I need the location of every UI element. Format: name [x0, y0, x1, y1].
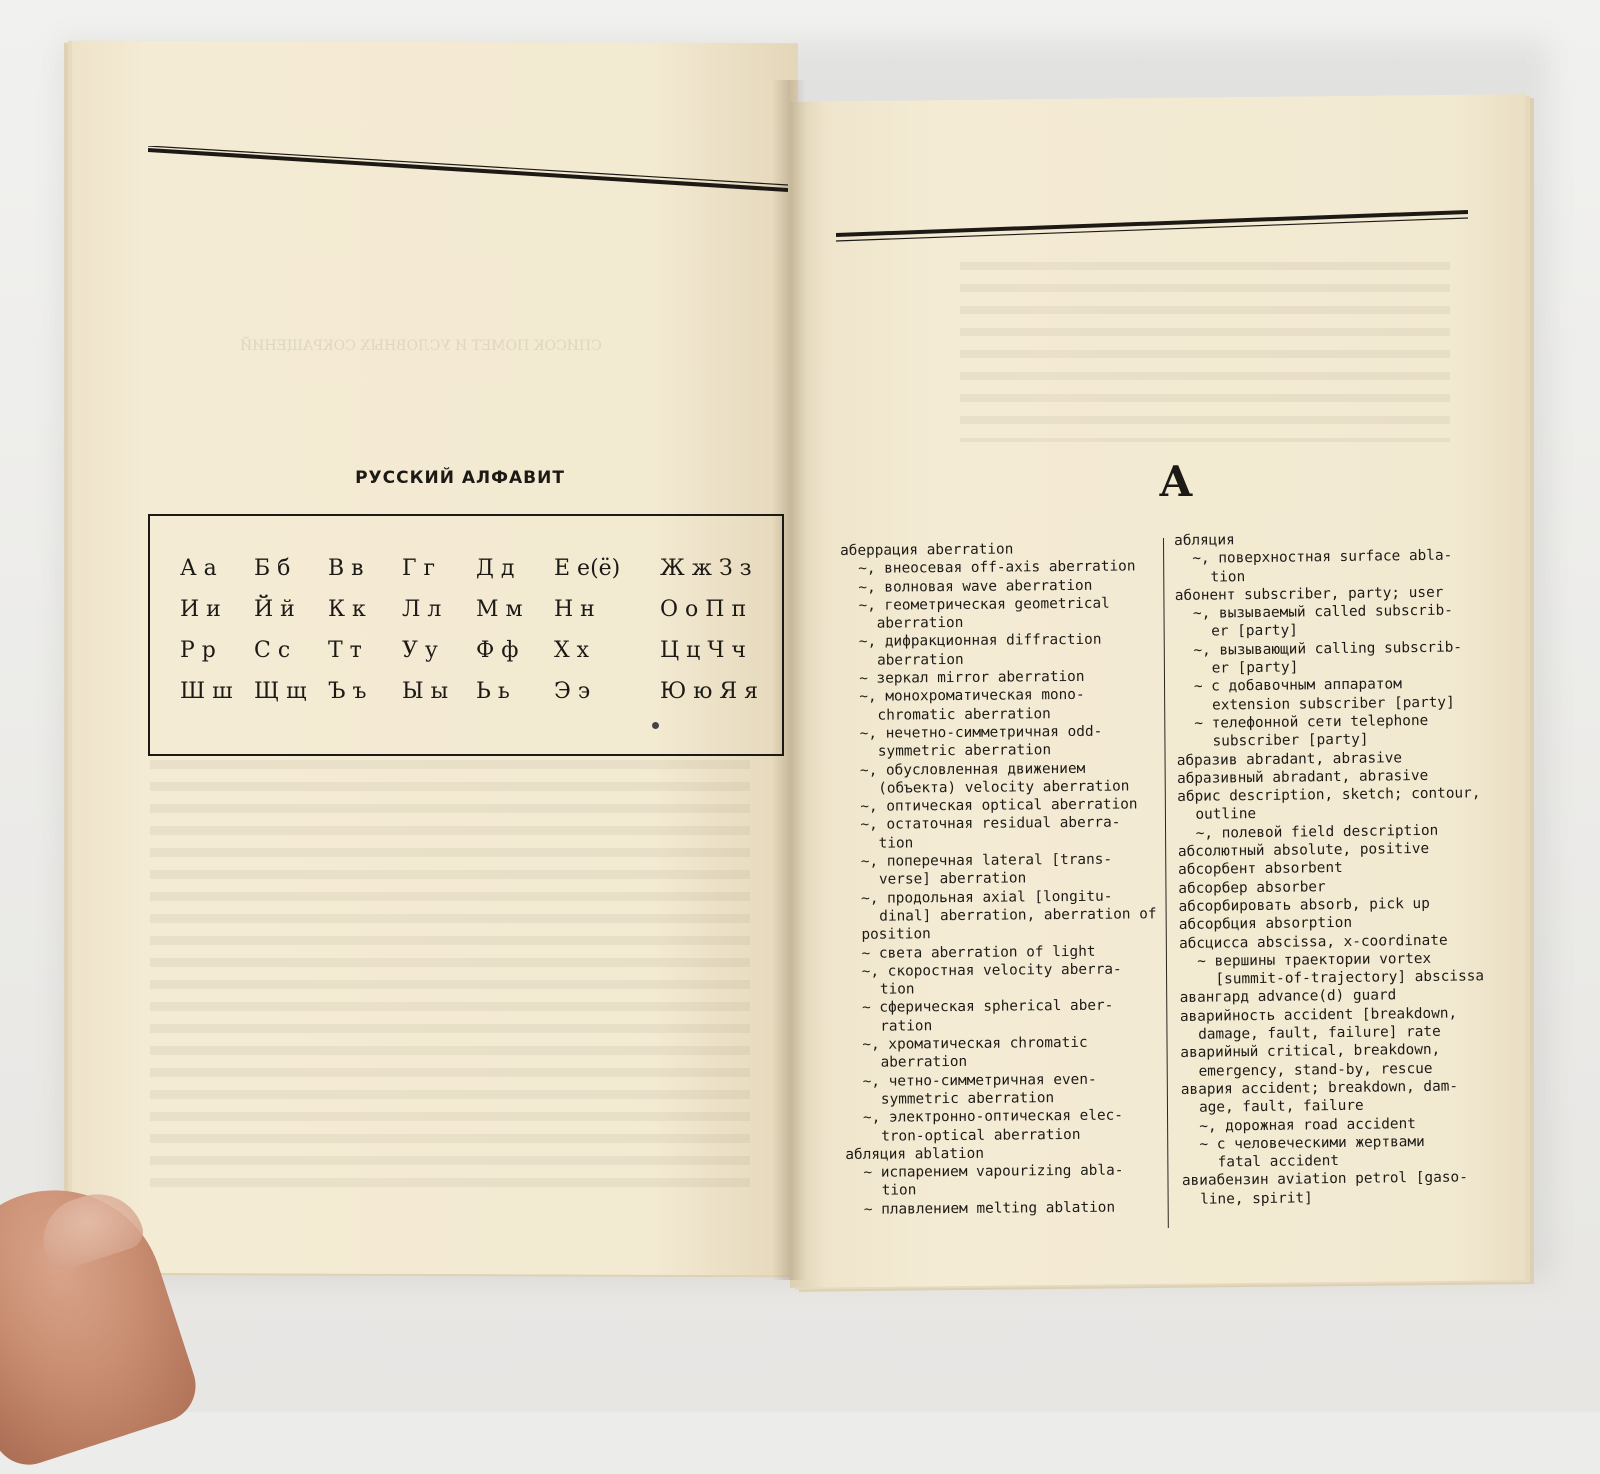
dictionary-line: ~, внеосевая off-axis aberration	[858, 558, 1136, 578]
dictionary-line: ~ испарением vapourizing abla-	[863, 1162, 1124, 1181]
dictionary-line: аварийный critical, breakdown,	[1180, 1042, 1441, 1062]
dictionary-line: ~, остаточная residual aberra-	[860, 815, 1121, 834]
dictionary-line: ~, дорожная road accident	[1199, 1115, 1416, 1135]
dictionary-line: ~ вершины траектории vortex	[1197, 950, 1432, 970]
alphabet-cell: Х х	[554, 638, 590, 663]
dictionary-line: ~ с человеческими жертвами	[1199, 1133, 1425, 1153]
alphabet-cell: М м	[476, 597, 523, 622]
dictionary-line: aberration	[880, 1054, 968, 1071]
alphabet-cell: Р р	[180, 638, 216, 663]
alphabet-cell: Ь ь	[476, 679, 510, 704]
alphabet-cell: Н н	[554, 597, 595, 622]
dictionary-line: ~, вызываемый called subscrib-	[1192, 602, 1454, 622]
dictionary-line: outline	[1195, 806, 1257, 824]
alphabet-cell: С с	[254, 638, 291, 663]
dictionary-line: ~ света aberration of light	[861, 943, 1096, 962]
dictionary-line: chromatic aberration	[877, 705, 1051, 724]
dictionary-line: emergency, stand-by, rescue	[1198, 1060, 1433, 1080]
dictionary-line: position	[861, 926, 931, 944]
dictionary-line: абразивный abradant, abrasive	[1176, 767, 1429, 787]
dictionary-line: extension subscriber [party]	[1212, 694, 1455, 714]
dictionary-line: (объекта) velocity aberration	[878, 778, 1130, 797]
dictionary-line: ~, полевой field description	[1195, 822, 1439, 842]
dictionary-line: ~, оптическая optical aberration	[860, 796, 1138, 815]
dictionary-line: абляция	[1174, 532, 1235, 549]
dictionary-line: ~ сферическая spherical aber-	[861, 998, 1114, 1017]
bleed-through-lines-right	[960, 262, 1450, 442]
dictionary-line: абрис description, sketch; contour,	[1177, 785, 1481, 806]
dictionary-line: ~, обусловленная движением	[859, 760, 1086, 779]
dictionary-line: tion	[1210, 568, 1246, 586]
dictionary-line: ~, нечетно-симметричная odd-	[859, 723, 1103, 742]
bleed-through-text-left: СПИСОК ПОМЕТ И УСЛОВНЫХ СОКРАЩЕНИЙ	[240, 338, 602, 354]
dictionary-line: ~, четно-симметричная even-	[862, 1071, 1097, 1090]
dictionary-line: ~, волновая wave aberration	[858, 577, 1093, 596]
dictionary-line: symmetric aberration	[880, 1090, 1055, 1108]
dictionary-line: абсцисса abscissa, x-coordinate	[1178, 932, 1448, 952]
section-letter: А	[1158, 457, 1194, 506]
dictionary-line: аберрация aberration	[840, 541, 1014, 559]
dictionary-line: subscriber [party]	[1212, 731, 1369, 750]
bleed-through-lines-left	[150, 760, 750, 1200]
dictionary-line: verse] aberration	[878, 870, 1027, 889]
alphabet-cell: А а	[180, 556, 217, 581]
alphabet-cell: Ю ю Я я	[660, 679, 759, 704]
alphabet-cell: Д д	[476, 556, 515, 581]
dictionary-line: dinal] aberration, aberration of	[879, 906, 1157, 925]
alphabet-cell: Л л	[402, 597, 442, 622]
dictionary-line: ~, дифракционная diffraction	[858, 632, 1102, 651]
dictionary-line: авария accident; breakdown, dam-	[1180, 1078, 1459, 1098]
alphabet-cell: Е е(ё)	[554, 556, 621, 581]
alphabet-cell: Ъ ъ	[328, 679, 367, 704]
dictionary-line: абсолютный absolute, positive	[1177, 840, 1430, 861]
dictionary-line: fatal accident	[1217, 1153, 1340, 1171]
dictionary-line: ~, поверхностная surface abla-	[1192, 547, 1453, 568]
right-header-rule	[836, 208, 1468, 242]
dictionary-column-2	[1174, 528, 1485, 1209]
dictionary-line: tion	[878, 835, 914, 852]
dictionary-line: ~ телефонной сети telephone	[1194, 712, 1429, 732]
dictionary-line: er [party]	[1211, 622, 1298, 641]
dictionary-line: абонент subscriber, party; user	[1174, 584, 1444, 604]
dictionary-line: ~, монохроматическая mono-	[859, 687, 1085, 706]
alphabet-cell: Щ щ	[254, 679, 307, 704]
dictionary-line: авангард advance(d) guard	[1179, 987, 1397, 1007]
dictionary-line: абсорбция absorption	[1178, 915, 1353, 934]
dictionary-line: ~, электронно-оптическая elec-	[862, 1107, 1124, 1127]
dictionary-line: ~, продольная axial [longitu-	[861, 888, 1113, 907]
dictionary-line: аварийность accident [breakdown,	[1179, 1005, 1458, 1025]
dictionary-line: [summit-of-trajectory] abscissa	[1215, 968, 1485, 988]
alphabet-cell: О о П п	[660, 597, 747, 622]
alphabet-cell: Б б	[254, 556, 291, 581]
alphabet-cell: К к	[328, 597, 366, 622]
dictionary-line: ~ плавлением melting ablation	[863, 1199, 1116, 1218]
alphabet-cell: Т т	[328, 638, 362, 663]
alphabet-cell: Ф ф	[476, 638, 519, 663]
dictionary-line: aberration	[876, 615, 964, 632]
dictionary-line: tion	[881, 1182, 917, 1200]
left-header-rule	[148, 146, 788, 194]
dictionary-line: ~ с добавочным аппаратом	[1193, 676, 1402, 696]
dictionary-line: ~, вызывающий calling subscrib-	[1193, 639, 1463, 659]
alphabet-cell: Ы ы	[402, 679, 449, 704]
dictionary-line: ration	[880, 1017, 933, 1035]
dictionary-line: абсорбент absorbent	[1178, 860, 1343, 879]
dictionary-line: абсорбировать absorb, pick up	[1178, 895, 1430, 915]
ink-dot	[652, 722, 659, 729]
alphabet-cell: В в	[328, 556, 364, 581]
dictionary-line: ~, хроматическая chromatic	[862, 1034, 1088, 1053]
dictionary-line: age, fault, failure	[1198, 1097, 1364, 1116]
alphabet-cell: Й й	[254, 597, 295, 622]
alphabet-cell: И и	[180, 597, 221, 622]
dictionary-line: абсорбер absorber	[1178, 878, 1326, 897]
dictionary-line: ~, поперечная lateral [trans-	[860, 851, 1113, 870]
alphabet-box	[148, 514, 784, 756]
dictionary-line: авиабензин aviation petrol [gaso-	[1181, 1169, 1468, 1190]
dictionary-line: tion	[879, 981, 915, 998]
alphabet-cell: Ж ж З з	[660, 556, 752, 581]
dictionary-line: абляция ablation	[845, 1145, 985, 1163]
alphabet-title: РУССКИЙ АЛФАВИТ	[355, 468, 565, 488]
alphabet-cell: Г г	[402, 556, 436, 581]
alphabet-grid	[180, 556, 770, 704]
dictionary-line: er [party]	[1211, 659, 1299, 677]
dictionary-line: damage, fault, failure] rate	[1198, 1023, 1441, 1043]
dictionary-line: symmetric aberration	[877, 742, 1052, 760]
dictionary-line: ~, скоростная velocity aberra-	[861, 961, 1122, 980]
dictionary-line: ~ зеркал mirror aberration	[859, 668, 1085, 687]
alphabet-cell: Э э	[554, 679, 591, 704]
dictionary-line: line, spirit]	[1200, 1190, 1313, 1208]
dictionary-line: ~, геометрическая geometrical	[858, 595, 1110, 614]
dictionary-column-1	[840, 539, 1166, 1219]
alphabet-cell: Ц ц Ч ч	[660, 638, 746, 663]
alphabet-cell: У у	[402, 638, 438, 663]
dictionary-line: абразив abradant, abrasive	[1176, 749, 1403, 769]
dictionary-line: tron-optical aberration	[881, 1126, 1081, 1145]
dictionary-line: aberration	[876, 651, 964, 669]
alphabet-cell: Ш ш	[180, 679, 233, 704]
